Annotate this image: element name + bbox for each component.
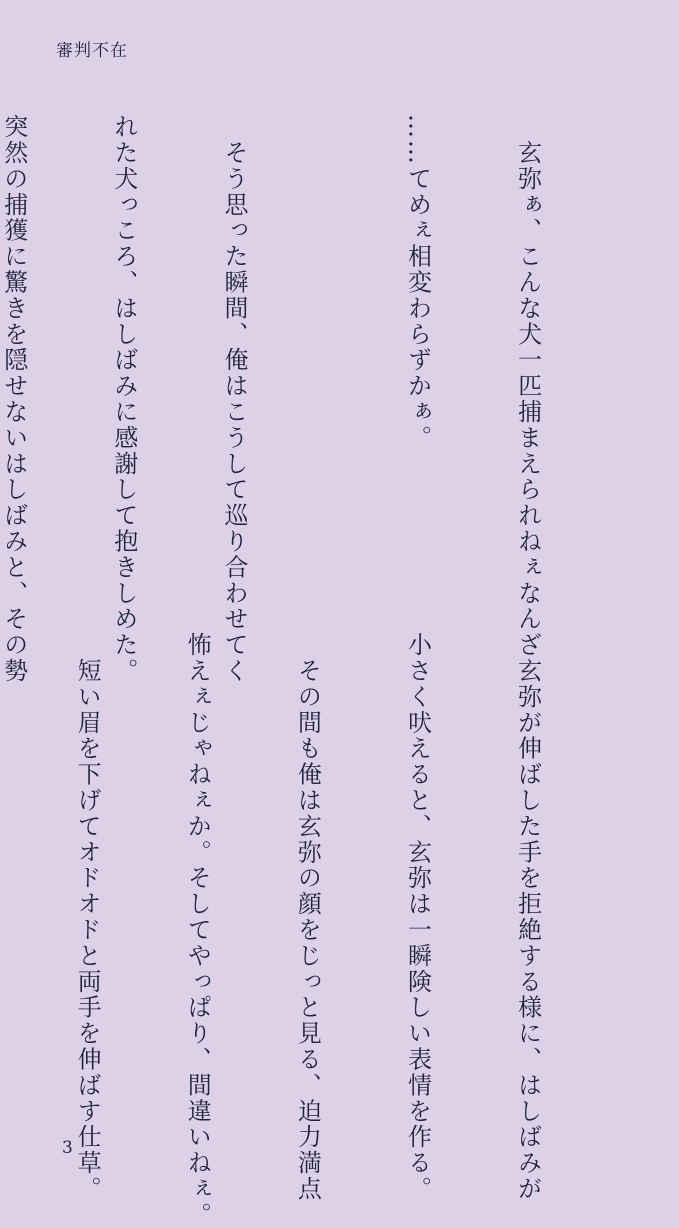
text-block-lower <box>0 632 619 1228</box>
text-column: れた犬っころ、はしばみに感謝して抱きしめた。 <box>109 114 138 684</box>
running-header: 審判不在 <box>56 41 128 61</box>
text-block-upper <box>0 114 619 684</box>
text-column: 小さく吠えると、玄弥は一瞬険しい表情を作る。 <box>403 632 432 1202</box>
text-column: そう思った瞬間、俺はこうして巡り合わせてく <box>219 114 248 684</box>
text-column: 玄弥ぁ、こんな犬一匹捕まえられねぇなんざ <box>513 114 542 658</box>
text-column: その間も俺は玄弥の顔をじっと見る、迫力満点 <box>293 632 322 1202</box>
text-column: 玄弥が伸ばした手を拒絶する様に、はしばみが <box>513 632 542 1202</box>
text-column: 短い眉を下げてオドオドと両手を伸ばす仕草。 <box>73 632 102 1202</box>
text-column: ……てめぇ相変わらずかぁ。 <box>403 114 432 451</box>
text-column: 突然の捕獲に驚きを隠せないはしばみと、その勢 <box>0 114 28 684</box>
text-column: 怖えぇじゃねぇか。そしてやっぱり、間違いねぇ。 <box>183 632 212 1228</box>
page-number: 3 <box>62 1138 73 1158</box>
